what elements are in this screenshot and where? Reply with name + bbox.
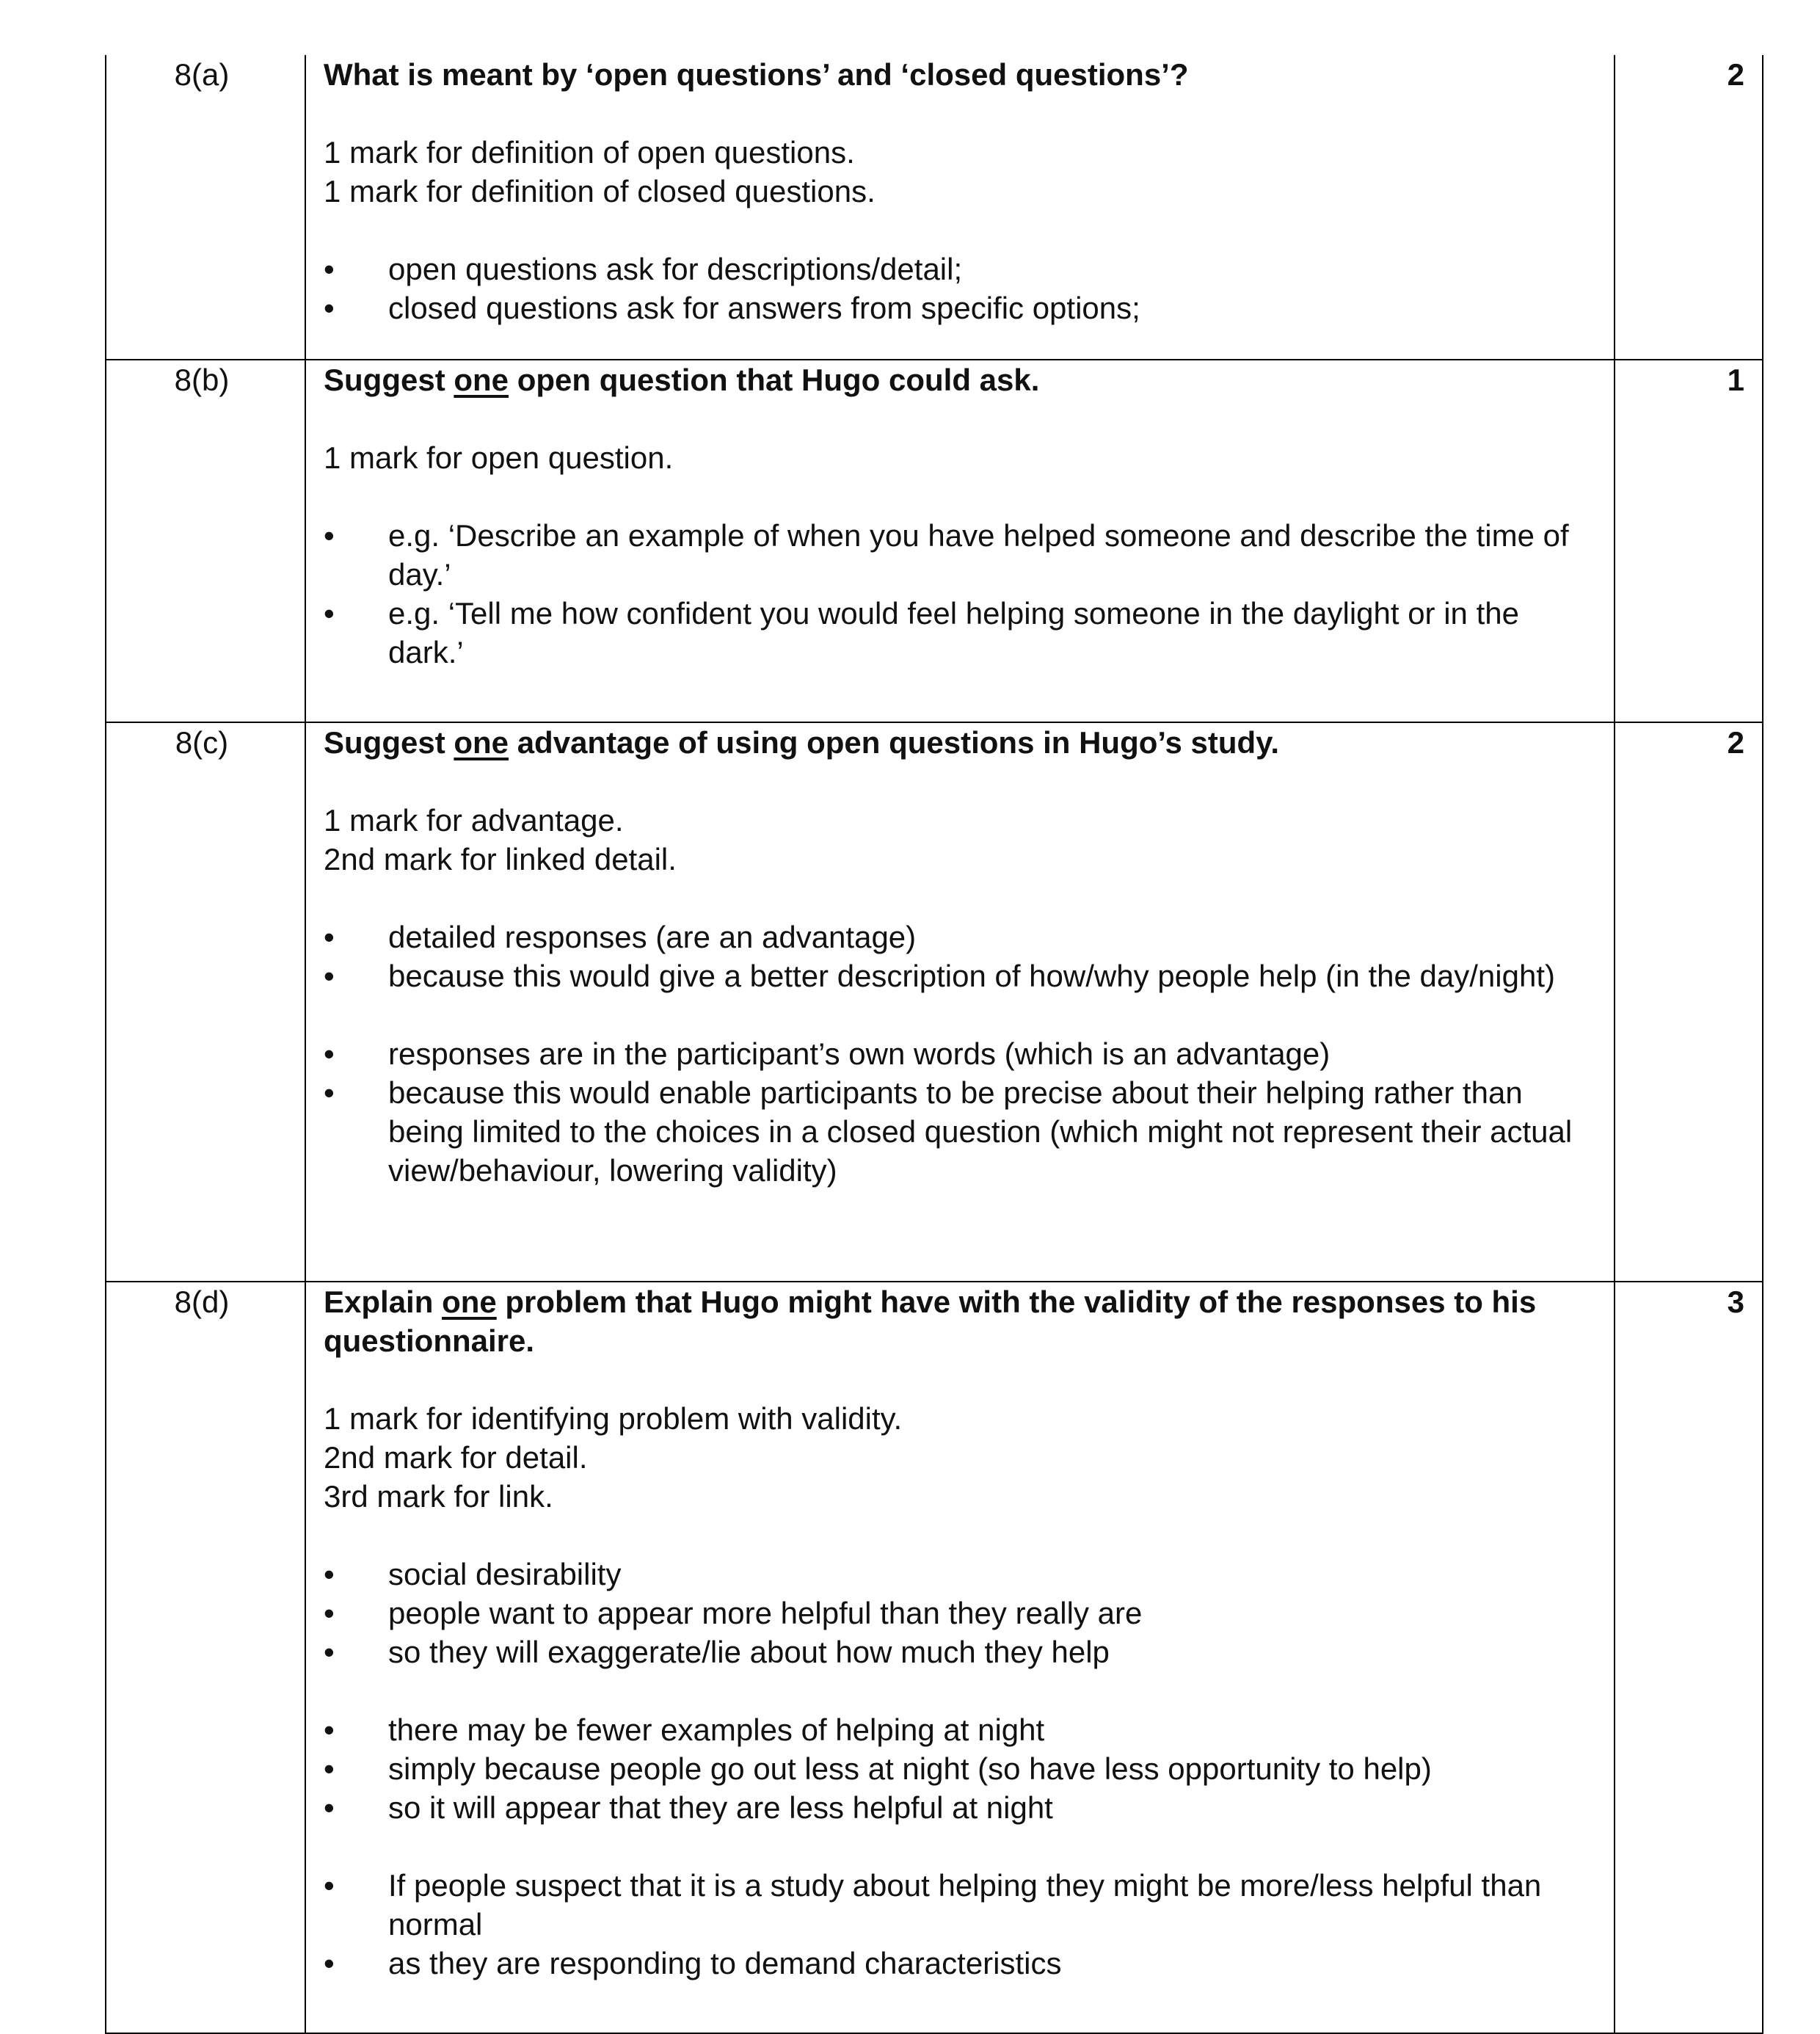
criterion-line: 2nd mark for detail. — [324, 1440, 588, 1475]
question-text — [324, 360, 1596, 399]
answer-cell — [305, 360, 1615, 722]
answer-cell — [305, 55, 1615, 360]
criterion-line: 2nd mark for linked detail. — [324, 842, 677, 876]
answer-point: • because this would enable participants to be precise about their helping rather than being limited to the choices in a closed question (which might not represent their actual view/behaviour, lowering validity) — [324, 1073, 1596, 1190]
question-text-end: open question that Hugo could ask. — [509, 363, 1040, 397]
question-emphasis: one — [454, 725, 509, 760]
question-number-cell — [106, 55, 305, 360]
answer-point: • there may be fewer examples of helping at night — [324, 1710, 1596, 1749]
question-text-end: problem that Hugo might have with the validity of the responses to his questionnaire. — [324, 1285, 1537, 1358]
question-row-8b — [106, 360, 1763, 722]
criterion-line: 1 mark for open question. — [324, 440, 674, 475]
question-row-8c — [106, 722, 1763, 1282]
answer-point: • people want to appear more helpful than they really are — [324, 1594, 1596, 1632]
criterion-line: 1 mark for advantage. — [324, 803, 624, 838]
answer-points — [324, 1034, 1596, 1190]
marks-cell — [1615, 360, 1763, 722]
criterion-line: 1 mark for identifying problem with validity. — [324, 1401, 903, 1436]
answer-point: • open questions ask for descriptions/detail; — [324, 250, 1596, 288]
answer-cell — [305, 722, 1615, 1282]
question-text-end: advantage of using open questions in Hugo’s study. — [509, 725, 1280, 760]
question-text-start: Suggest — [324, 725, 454, 760]
answer-points — [324, 918, 1596, 995]
question-row-8d — [106, 1282, 1763, 2033]
answer-points — [324, 1710, 1596, 1827]
answer-point: • simply because people go out less at night (so have less opportunity to help) — [324, 1749, 1596, 1788]
marking-criteria — [324, 1399, 1596, 1516]
criterion-line: 3rd mark for link. — [324, 1479, 553, 1514]
question-row-8a — [106, 55, 1763, 360]
marks-value: 2 — [1727, 725, 1744, 760]
answer-point: • because this would give a better description of how/why people help (in the day/night) — [324, 956, 1596, 995]
question-emphasis: one — [442, 1285, 497, 1319]
marking-criteria — [324, 438, 1596, 477]
question-emphasis: one — [454, 363, 509, 397]
marks-value: 2 — [1727, 57, 1744, 92]
marks-cell — [1615, 1282, 1763, 2033]
answer-points — [324, 250, 1596, 327]
answer-point: • responses are in the participant’s own words (which is an advantage) — [324, 1034, 1596, 1073]
question-text: What is meant by ‘open questions’ and ‘closed questions’? — [324, 57, 1189, 92]
criterion-line: 1 mark for definition of closed questions. — [324, 174, 876, 208]
criterion-line: 1 mark for definition of open questions. — [324, 135, 855, 170]
marks-value: 1 — [1727, 363, 1744, 397]
answer-points — [324, 1555, 1596, 1671]
answer-point: • e.g. ‘Tell me how confident you would feel helping someone in the daylight or in the dark.’ — [324, 594, 1596, 672]
question-number: 8(a) — [174, 57, 230, 92]
answer-point: • social desirability — [324, 1555, 1596, 1594]
mark-scheme-page — [105, 55, 1744, 2034]
question-number-cell — [106, 1282, 305, 2033]
answer-points — [324, 516, 1596, 672]
question-number-cell — [106, 360, 305, 722]
answer-point: • as they are responding to demand characteristics — [324, 1944, 1596, 1983]
marks-cell — [1615, 722, 1763, 1282]
answer-point: • so it will appear that they are less helpful at night — [324, 1788, 1596, 1827]
question-number: 8(b) — [174, 363, 230, 397]
answer-point: • If people suspect that it is a study about helping they might be more/less helpful than normal — [324, 1866, 1596, 1944]
answer-points — [324, 1866, 1596, 1983]
question-text-start: Explain — [324, 1285, 443, 1319]
answer-point: • so they will exaggerate/lie about how much they help — [324, 1632, 1596, 1671]
question-number: 8(c) — [175, 725, 229, 760]
marking-criteria — [324, 133, 1596, 211]
answer-point: • e.g. ‘Describe an example of when you have helped someone and describe the time of day.’ — [324, 516, 1596, 594]
question-text-start: Suggest — [324, 363, 454, 397]
question-text — [324, 723, 1596, 762]
marks-cell — [1615, 55, 1763, 360]
marking-criteria — [324, 801, 1596, 879]
answer-point: • closed questions ask for answers from specific options; — [324, 288, 1596, 327]
question-text — [324, 1282, 1596, 1360]
marks-value: 3 — [1727, 1285, 1744, 1319]
answer-point: • detailed responses (are an advantage) — [324, 918, 1596, 956]
question-number-cell — [106, 722, 305, 1282]
answer-cell — [305, 1282, 1615, 2033]
mark-scheme-table — [105, 55, 1763, 2034]
question-number: 8(d) — [174, 1285, 230, 1319]
